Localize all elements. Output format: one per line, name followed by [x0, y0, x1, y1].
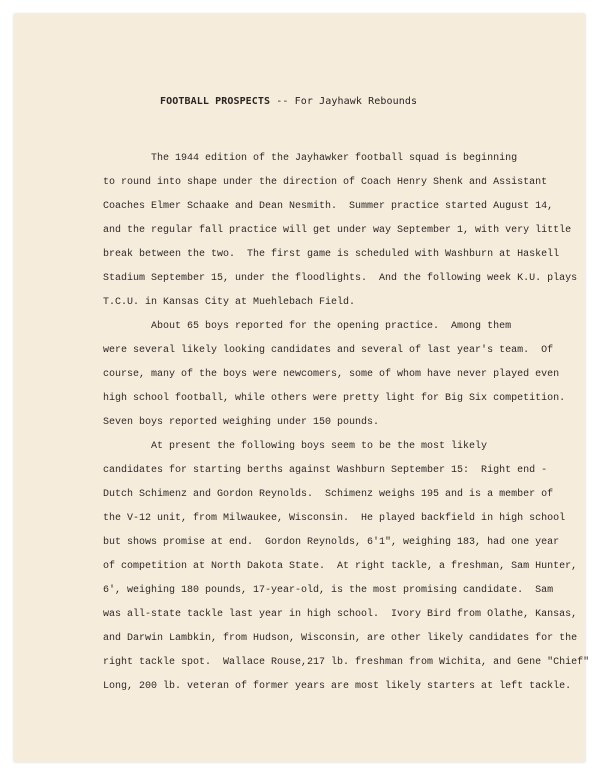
body-line: Long, 200 lb. veteran of former years are most likely starters at left tackle.	[103, 681, 572, 692]
title-main: FOOTBALL PROSPECTS	[160, 96, 271, 107]
title-subtitle: -- For Jayhawk Rebounds	[270, 96, 418, 107]
body-line: About 65 boys reported for the opening practice. Among them	[103, 321, 512, 332]
body-line: 6', weighing 180 pounds, 17-year-old, is the most promising candidate. Sam	[103, 585, 554, 596]
body-line: and the regular fall practice will get under way September 1, with very little	[103, 225, 572, 236]
body-line: to round into shape under the direction of Coach Henry Shenk and Assistant	[103, 177, 548, 188]
body-line: were several likely looking candidates and several of last year's team. Of	[103, 345, 554, 356]
body-line: and Darwin Lambkin, from Hudson, Wisconsin, are other likely candidates for the	[103, 633, 578, 644]
body-line: At present the following boys seem to be the most likely	[103, 441, 488, 452]
body-line: break between the two. The first game is scheduled with Washburn at Haskell	[103, 249, 560, 260]
body-line: the V-12 unit, from Milwaukee, Wisconsin. He played backfield in high school	[103, 513, 566, 524]
body-line: T.C.U. in Kansas City at Muehlebach Field.	[103, 297, 356, 308]
body-line: high school football, while others were pretty light for Big Six competition.	[103, 393, 566, 404]
body-line: The 1944 edition of the Jayhawker football squad is beginning	[103, 153, 518, 164]
paper-sheet	[14, 14, 585, 762]
body-line: candidates for starting berths against Washburn September 15: Right end -	[103, 465, 548, 476]
body-line: was all-state tackle last year in high school. Ivory Bird from Olathe, Kansas,	[103, 609, 578, 620]
body-line: right tackle spot. Wallace Rouse,217 lb. freshman from Wichita, and Gene "Chief"	[103, 657, 590, 668]
body-line: of competition at North Dakota State. At right tackle, a freshman, Sam Hunter,	[103, 561, 578, 572]
body-line: Stadium September 15, under the floodlights. And the following week K.U. plays	[103, 273, 578, 284]
body-line: but shows promise at end. Gordon Reynolds, 6'1", weighing 183, had one year	[103, 537, 560, 548]
document-title	[160, 96, 417, 107]
body-line: course, many of the boys were newcomers, some of whom have never played even	[103, 369, 560, 380]
body-line: Seven boys reported weighing under 150 pounds.	[103, 417, 380, 428]
body-line: Coaches Elmer Schaake and Dean Nesmith. Summer practice started August 14,	[103, 201, 554, 212]
body-line: Dutch Schimenz and Gordon Reynolds. Schimenz weighs 195 and is a member of	[103, 489, 554, 500]
